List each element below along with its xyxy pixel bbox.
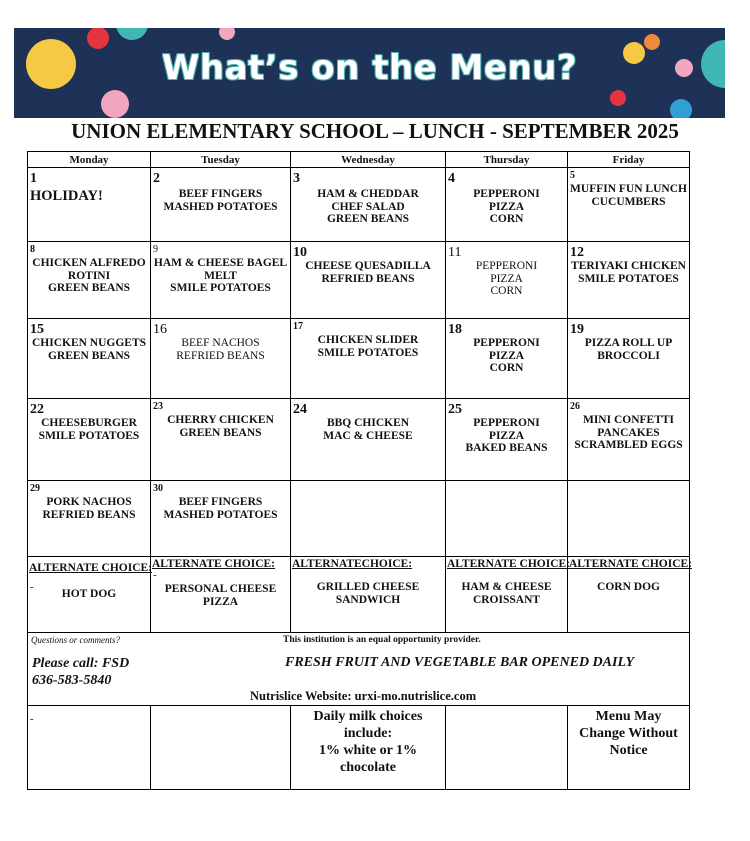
day-cell	[28, 399, 151, 481]
menu-item: PEPPERONI PIZZA CORN	[473, 337, 540, 374]
day-cell	[568, 399, 690, 481]
day-cell	[568, 319, 690, 399]
alternate-label: ALTERNATECHOICE:	[292, 558, 413, 570]
menu-item: CHERRY CHICKEN GREEN BEANS	[167, 414, 274, 439]
menu-item: PEPPERONI PIZZA CORN	[473, 188, 540, 225]
phone-number: 636-583-5840	[32, 673, 112, 688]
day-cell	[151, 168, 291, 242]
menu-item: BEEF FINGERS MASHED POTATOES	[163, 188, 278, 213]
alternate-item: PERSONAL CHEESE PIZZA	[164, 583, 277, 608]
menu-item: PEPPERONI PIZZA CORN	[475, 260, 538, 297]
day-cell	[151, 319, 291, 399]
day-number: 18	[448, 322, 462, 337]
day-number: 19	[570, 322, 584, 337]
day-cell	[151, 481, 291, 557]
week-row	[28, 319, 690, 399]
alternate-label: ALTERNATE CHOICE:	[447, 558, 571, 570]
alternate-choice-row	[28, 557, 690, 633]
day-number: 12	[570, 245, 584, 260]
menu-item: BEEF FINGERS MASHED POTATOES	[163, 496, 278, 521]
day-number: 29	[30, 483, 40, 494]
holiday-label: HOLIDAY!	[30, 188, 103, 204]
bottom-cell	[151, 706, 291, 790]
banner-title: What’s on the Menu?	[161, 48, 578, 88]
day-number: 10	[293, 245, 307, 260]
day-number: 4	[448, 171, 455, 186]
menu-item: MINI CONFETTI PANCAKES SCRAMBLED EGGS	[574, 414, 683, 451]
dash-mark: -	[30, 713, 34, 725]
alternate-label: ALTERNATE CHOICE:	[152, 558, 276, 570]
day-number: 5	[570, 170, 575, 181]
header-monday: Monday	[28, 152, 151, 168]
alternate-cell	[28, 557, 151, 633]
day-cell	[28, 319, 151, 399]
day-cell	[446, 399, 568, 481]
day-number: 30	[153, 483, 163, 494]
dash-mark: -	[153, 569, 157, 581]
weekday-header-row	[28, 152, 690, 168]
bottom-cell	[446, 706, 568, 790]
day-cell	[568, 242, 690, 319]
dash-mark: -	[30, 581, 34, 593]
day-cell	[28, 168, 151, 242]
menu-item: CHICKEN ALFREDO ROTINI GREEN BEANS	[32, 257, 146, 294]
alternate-cell	[291, 557, 446, 633]
menu-item: HAM & CHEESE BAGEL MELT SMILE POTATOES	[153, 257, 288, 294]
day-cell	[291, 242, 446, 319]
day-cell	[446, 242, 568, 319]
empty-day-cell	[291, 481, 446, 557]
alternate-item: GRILLED CHEESE SANDWICH	[316, 581, 420, 606]
menu-item: BEEF NACHOS REFRIED BEANS	[176, 337, 265, 362]
day-number: 15	[30, 322, 44, 337]
day-cell	[446, 168, 568, 242]
menu-item: CHEESEBURGER SMILE POTATOES	[38, 417, 140, 442]
day-cell	[291, 399, 446, 481]
header-tuesday: Tuesday	[151, 152, 291, 168]
day-number: 23	[153, 401, 163, 412]
day-number: 24	[293, 402, 307, 417]
day-number: 11	[448, 245, 462, 260]
day-cell	[151, 399, 291, 481]
menu-item: PORK NACHOS REFRIED BEANS	[42, 496, 136, 521]
day-number: 16	[153, 322, 167, 337]
day-number: 22	[30, 402, 44, 417]
header-thursday: Thursday	[446, 152, 568, 168]
day-cell	[291, 319, 446, 399]
day-cell	[151, 242, 291, 319]
bottom-notes-row	[28, 706, 690, 790]
day-number: 9	[153, 244, 158, 255]
equal-opportunity-text: This institution is an equal opportunity provider.	[283, 635, 481, 645]
menu-item: CHEESE QUESADILLA REFRIED BEANS	[305, 260, 431, 285]
alternate-item: CORN DOG	[597, 581, 660, 593]
change-notice-cell	[568, 706, 690, 790]
alternate-item: HAM & CHEESE CROISSANT	[461, 581, 552, 606]
day-number: 2	[153, 171, 160, 186]
menu-item: HAM & CHEDDAR CHEF SALAD GREEN BEANS	[317, 188, 419, 225]
day-number: 8	[30, 244, 35, 255]
menu-item: BBQ CHICKEN MAC & CHEESE	[323, 417, 413, 442]
day-cell	[28, 481, 151, 557]
milk-choices-note: Daily milk choices include: 1% white or 1% chocolate	[313, 709, 423, 775]
menu-calendar	[27, 151, 693, 790]
menu-banner	[14, 28, 725, 118]
alternate-cell	[568, 557, 693, 633]
menu-change-note: Menu May Change Without Notice	[579, 709, 678, 758]
alternate-label: ALTERNATE CHOICE:	[29, 562, 153, 574]
week-row	[28, 168, 690, 242]
alternate-item: HOT DOG	[61, 588, 117, 600]
menu-item: CHICKEN SLIDER SMILE POTATOES	[317, 334, 419, 359]
day-cell	[291, 168, 446, 242]
menu-item: PEPPERONI PIZZA BAKED BEANS	[465, 417, 548, 454]
day-cell	[446, 319, 568, 399]
day-number: 26	[570, 401, 580, 412]
day-cell	[568, 168, 690, 242]
week-row	[28, 242, 690, 319]
empty-day-cell	[568, 481, 690, 557]
day-number: 17	[293, 321, 303, 332]
day-cell	[28, 242, 151, 319]
menu-item: MUFFIN FUN LUNCH CUCUMBERS	[570, 183, 687, 208]
alternate-cell	[446, 557, 571, 633]
week-row	[28, 399, 690, 481]
day-number: 1	[30, 171, 37, 186]
day-number: 25	[448, 402, 462, 417]
header-friday: Friday	[568, 152, 690, 168]
call-text: Please call: FSD	[32, 656, 130, 671]
menu-item: TERIYAKI CHICKEN SMILE POTATOES	[571, 260, 686, 285]
header-wednesday: Wednesday	[291, 152, 446, 168]
school-title: UNION ELEMENTARY SCHOOL – LUNCH - SEPTEMBER 2025	[71, 119, 679, 143]
menu-item: CHICKEN NUGGETS GREEN BEANS	[31, 337, 147, 362]
questions-text: Questions or comments?	[31, 635, 120, 645]
milk-cell	[291, 706, 446, 790]
alternate-label: ALTERNATE CHOICE:	[569, 558, 693, 570]
menu-item: PIZZA ROLL UP BROCCOLI	[584, 337, 673, 362]
empty-day-cell	[446, 481, 568, 557]
day-number: 3	[293, 171, 300, 186]
info-cell	[28, 633, 690, 706]
fruit-bar-notice: FRESH FRUIT AND VEGETABLE BAR OPENED DAILY	[285, 655, 635, 670]
nutrislice-website: Nutrislice Website: urxi-mo.nutrislice.com	[250, 689, 477, 703]
bottom-cell	[28, 706, 151, 790]
alternate-cell	[151, 557, 291, 633]
info-row	[28, 633, 690, 706]
week-row	[28, 481, 690, 557]
